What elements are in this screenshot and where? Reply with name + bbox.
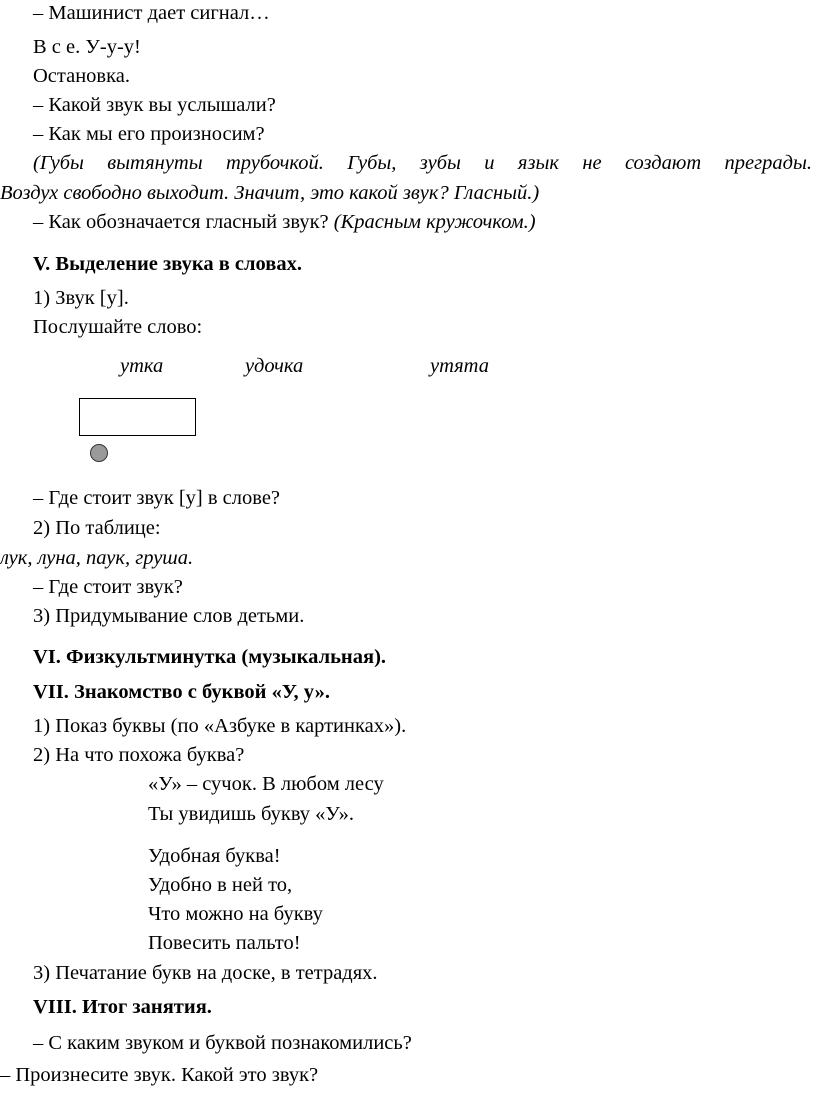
word-scheme-box [79, 398, 196, 436]
text-line: – Какой звук вы услышали? [33, 94, 276, 116]
explanation-line-1: (Губы вытянуты трубочкой. Губы, зубы и язык не создают преграды. [33, 152, 812, 174]
text-line: 3) Печатание букв на доске, в тетрадях. [33, 962, 378, 984]
poem-line: «У» – сучок. В любом лесу [148, 773, 384, 795]
example-word: удочка [245, 355, 304, 377]
section-heading-6: VI. Физкультминутка (музыкальная). [33, 646, 387, 668]
text-line: 3) Придумывание слов детьми. [33, 605, 305, 627]
text-line: – Произнесите звук. Какой это звук? [0, 1064, 319, 1086]
text-line: 1) Показ буквы (по «Азбуке в картинках»). [33, 715, 407, 737]
text-line: – Где стоит звук? [33, 576, 183, 598]
question-text: – Как обозначается гласный звук? [33, 211, 334, 233]
example-word: утка [120, 355, 164, 377]
text-line: Остановка. [33, 65, 130, 87]
section-heading-8: VIII. Итог занятия. [33, 996, 212, 1018]
text-line-italic: лук, луна, паук, груша. [0, 547, 194, 569]
explanation-line-2: Воздух свободно выходит. Значит, это какой звук? Гласный.) [0, 182, 540, 204]
text-line: – Где стоит звук [у] в слове? [33, 487, 281, 509]
section-heading-7: VII. Знакомство с буквой «У, у». [33, 681, 330, 703]
text-line: В с е. У-у-у! [33, 36, 141, 58]
answer-italic: (Красным кружочком.) [333, 211, 536, 233]
example-word: утята [430, 355, 489, 377]
text-line: – С каким звуком и буквой познакомились? [33, 1032, 412, 1054]
poem-line: Удобная буква! [148, 845, 281, 867]
italic-explanation [0, 148, 812, 208]
text-line [33, 210, 536, 234]
text-line: – Машинист дает сигнал… [33, 2, 270, 24]
text-line: – Как мы его произносим? [33, 123, 265, 145]
poem-line: Повесить пальто! [148, 932, 301, 954]
poem-line: Ты увидишь букву «У». [148, 803, 355, 825]
poem-line: Что можно на букву [148, 903, 323, 925]
text-line: 2) По таблице: [33, 517, 161, 539]
section-heading-5: V. Выделение звука в словах. [33, 253, 302, 275]
poem-line: Удобно в ней то, [148, 874, 293, 896]
sound-circle-icon [90, 444, 108, 462]
text-line: 1) Звук [у]. [33, 287, 129, 309]
text-line: 2) На что похожа буква? [33, 744, 245, 766]
text-line: Послушайте слово: [33, 316, 203, 338]
